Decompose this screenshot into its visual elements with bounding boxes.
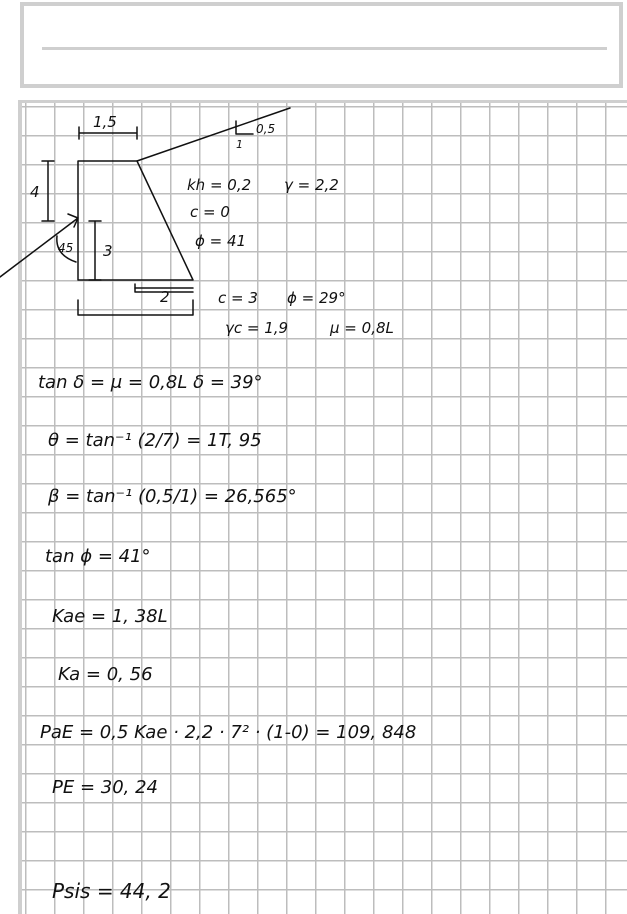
slope-label: 0,5 [256, 122, 276, 136]
phi-41-label: ϕ = 41 [195, 232, 247, 250]
equation-pae: PaE = 0,5 Kae · 2,2 · 7² · (1-0) = 109, 848 [40, 722, 417, 743]
gamma-c-label: γc = 1,9 [225, 319, 289, 337]
top-width-label: 1,5 [93, 113, 117, 131]
equation-pe: PE = 30, 24 [52, 777, 159, 798]
slope-run-label: 1 [236, 138, 243, 151]
height-top-label: 4 [30, 183, 40, 201]
equations [38, 372, 416, 903]
equation-psis: Psis = 44, 2 [52, 879, 171, 903]
height-bottom-label: 3 [103, 242, 113, 260]
angle-label: 45 [58, 241, 74, 255]
retaining-wall-diagram [0, 108, 394, 337]
equation-theta: θ = tan⁻¹ (2/7) = 1T, 95 [48, 430, 262, 451]
c-zero-label: c = 0 [190, 203, 230, 221]
kh-label: kh = 0,2 [187, 176, 252, 194]
gamma-label: γ = 2,2 [284, 176, 339, 194]
equation-beta: β = tan⁻¹ (0,5/1) = 26,565° [48, 486, 297, 507]
c-three-label: c = 3 [218, 289, 258, 307]
mu-label: μ = 0,8L [330, 319, 394, 337]
equation-tan-delta: tan δ = μ = 0,8L δ = 39° [38, 372, 263, 393]
equation-kae: Kae = 1, 38L [52, 606, 168, 627]
base-extension-label: 2 [160, 288, 170, 306]
equation-ka: Ka = 0, 56 [58, 664, 153, 685]
equation-tan-phi: tan ϕ = 41° [45, 546, 151, 567]
phi-29-label: ϕ = 29° [287, 289, 346, 307]
